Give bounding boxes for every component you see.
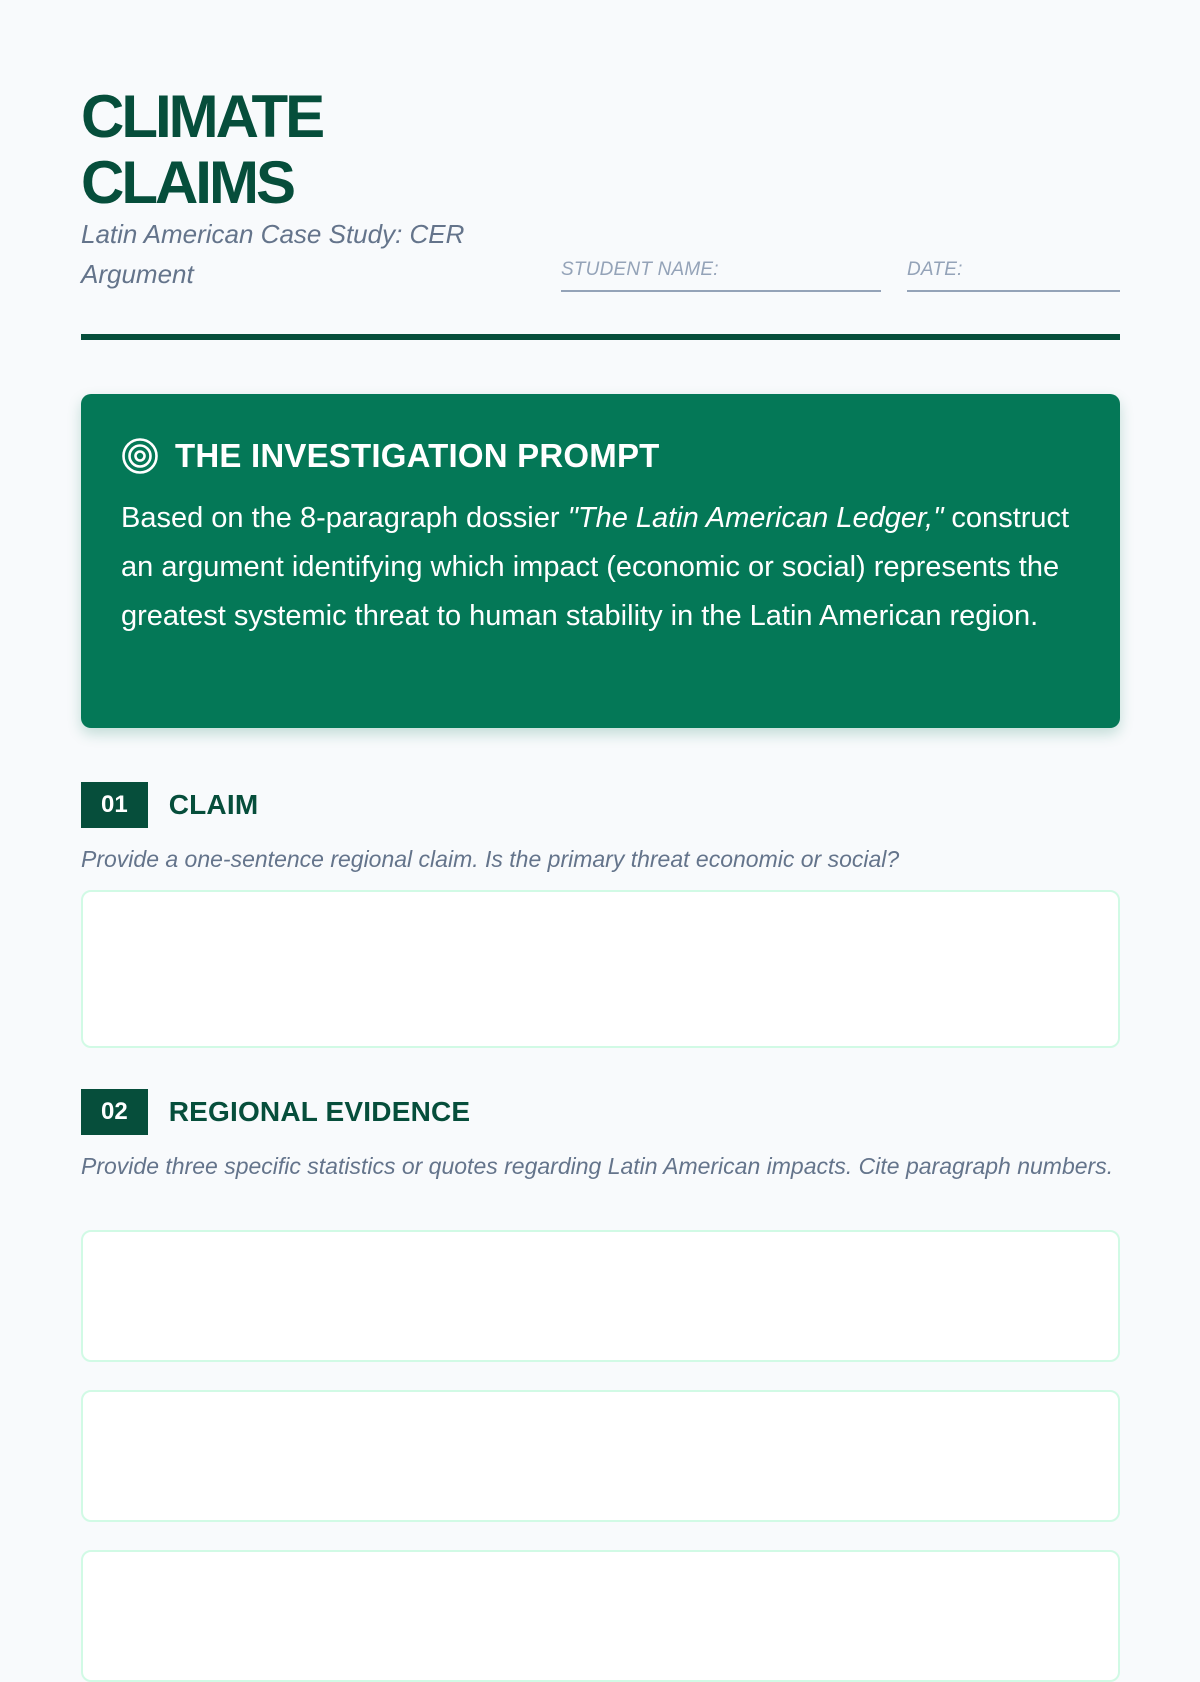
prompt-source-title: "The Latin American Ledger," — [567, 502, 944, 534]
student-name-label: STUDENT NAME: — [561, 259, 719, 280]
date-label: DATE: — [907, 259, 963, 280]
student-name-field[interactable] — [561, 258, 881, 292]
investigation-prompt-card — [81, 394, 1120, 728]
evidence-answer-box-3[interactable] — [81, 1550, 1120, 1682]
section-claim-heading — [81, 782, 258, 828]
claim-answer-box[interactable] — [81, 890, 1120, 1048]
evidence-answer-box-1[interactable] — [81, 1230, 1120, 1362]
target-icon — [121, 437, 159, 475]
section-instructions: Provide a one-sentence regional claim. Is the primary threat economic or social? — [81, 846, 900, 872]
evidence-answer-box-2[interactable] — [81, 1390, 1120, 1522]
section-instructions: Provide three specific statistics or quotes regarding Latin American impacts. Cite paragraph numbers. — [81, 1153, 1114, 1179]
section-number-badge: 02 — [81, 1089, 148, 1135]
prompt-text — [121, 494, 1081, 641]
header-divider — [81, 334, 1120, 340]
section-title: CLAIM — [168, 789, 259, 820]
prompt-text-lead: Based on the 8-paragraph dossier — [121, 502, 568, 534]
page-subtitle: Latin American Case Study: CER Argument — [81, 219, 465, 289]
page-title — [81, 84, 521, 216]
prompt-heading — [121, 436, 660, 476]
section-number-badge: 01 — [81, 782, 148, 828]
title-line-1: CLIMATE — [81, 83, 323, 150]
prompt-title: THE INVESTIGATION PROMPT — [175, 437, 660, 474]
worksheet-header — [81, 84, 1120, 340]
title-line-2: CLAIMS — [81, 149, 293, 216]
prompt-text-rest: construct an argument identifying which impact (economic or social) represents the greatest systemic threat to human stability in the Latin American region. — [121, 502, 1070, 632]
date-field[interactable] — [907, 258, 1120, 292]
section-evidence-heading — [81, 1089, 470, 1135]
section-title: REGIONAL EVIDENCE — [168, 1096, 471, 1127]
